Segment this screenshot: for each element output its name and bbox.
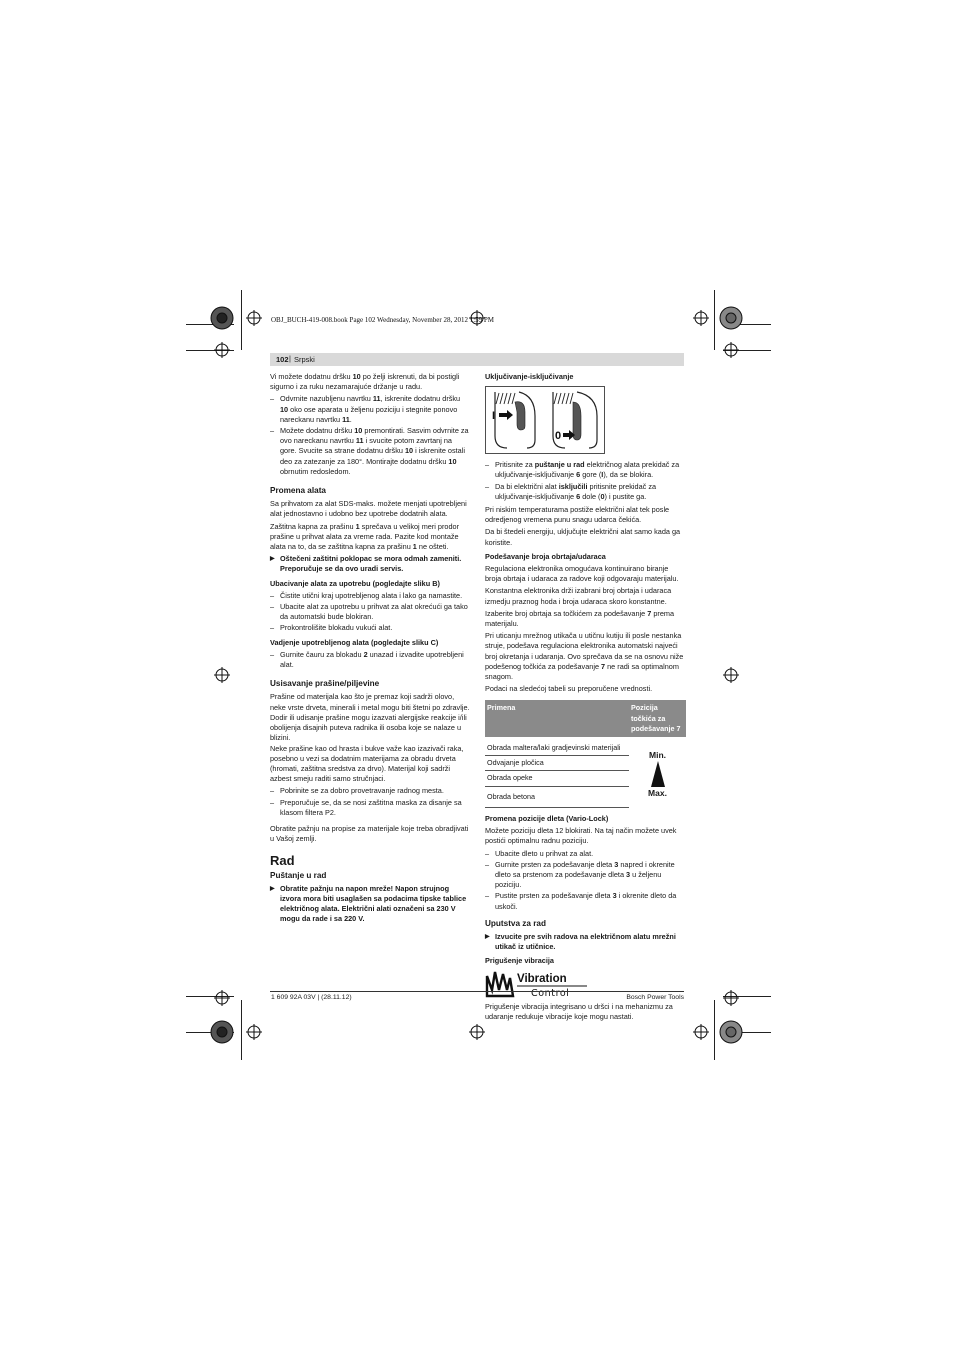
handle-list	[270, 394, 470, 477]
section-heading-rad: Rad	[270, 853, 295, 869]
section-heading-tips: Uputstva za rad	[485, 918, 546, 928]
subheading-speed: Podešavanje broja obrtaja/udaraca	[485, 551, 606, 561]
switch-on-label: I	[492, 410, 496, 423]
list-item: – Možete dodatnu dršku 10 premontirati. Sasvim odvrnite za ovo nareckanu navrtku 11 i svucite potom zavrtanj na gore. Svucite sa strane dodatnu dršku 10 i iskrenite ostali deo za zatezanje za 180°. Montirajte dodatnu dršku 10 obrnutim redosledom.	[270, 426, 470, 477]
paragraph: Izaberite broj obrtaja sa točkićem za podešavanje 7 prema materijalu.	[485, 608, 675, 629]
paragraph: Pri uticanju mrežnog utikača u utičnu kutiju ili posle nestanka struje, podešava regulaciona elektronika automatski najveći broj okretanja i udaranja. Ovo sprečava da se na osnovu niže podešenog točkića za podešavanje 7 ne radi sa optimalnom snagom.	[485, 631, 684, 682]
switch-trigger-off	[573, 402, 581, 440]
logo-word-vibration: Vibration	[517, 972, 567, 985]
list-item: – Čistite utični kraj upotrebljenog alata i lako ga namastite.	[270, 591, 470, 601]
reg-mark-top-left-dial	[211, 307, 233, 329]
list-item: – Ubacite dleto u prihvat za alat.	[485, 849, 686, 859]
table-cell: Obrada betona	[485, 786, 629, 807]
page-header	[270, 353, 684, 366]
footer-doc-number: 1 609 92A 03V | (28.11.12)	[271, 994, 352, 1001]
max-label: Max.	[648, 788, 667, 799]
settings-table	[485, 700, 686, 807]
list-item: – Prokontrolišite blokadu vukući alat.	[270, 623, 470, 633]
paragraph: Prašine od materijala kao što je premaz koji sadrži olovo, neke vrste drveta, minerali i metal mogu biti štetni po zdravlje. Dodir ili udisanje prašine mogu izazvati alergijske reakcije i/ili obolijenja disajnih puteva radnika ili osoba koje se nalaze u blizini.	[270, 692, 470, 743]
table-header-application: Primena	[485, 700, 629, 737]
table-cell: Odvajanje pločica	[485, 756, 629, 771]
vibration-wave-icon	[487, 972, 513, 996]
table-header-position: Pozicija točkića za podešavanje 7	[629, 700, 686, 737]
paragraph: Možete poziciju dleta 12 blokirati. Na taj način možete uvek postići optimalnu radnu poziciju.	[485, 826, 677, 846]
paragraph: Sa prihvatom za alat SDS-maks. možete menjati upotrebljeni alat jednostavno i udobno bez upotrebe dodatnih alata.	[270, 499, 467, 519]
list-item: – Gurnite čauru za blokadu 2 unazad i izvadite upotrebljeni alat.	[270, 650, 470, 670]
subheading-vario: Promena pozicije dleta (Vario-Lock)	[485, 813, 609, 823]
warning-note: ▶ Izvucite pre svih radova na električnom alatu mrežni utikač iz utičnice.	[485, 932, 686, 952]
paragraph: Da bi štedeli energiju, uključujte električni alat samo kada ga koristite.	[485, 527, 681, 547]
page-number: 102	[276, 355, 289, 364]
min-label: Min.	[649, 750, 666, 761]
table-cell: Obrada opeke	[485, 771, 629, 786]
logo-word-control: Control	[531, 987, 570, 998]
footer-brand: Bosch Power Tools	[626, 994, 684, 1001]
subheading-switch: Uključivanje-isključivanje	[485, 372, 574, 381]
paragraph: Pri niskim temperaturama postiže električni alat tek posle odredjenog vremena punu snagu udarca čekića.	[485, 505, 670, 525]
list-item: – Odvrnite nazubljenu navrtku 11, iskrenite dodatnu dršku 10 oko ose aparata u željenu poziciju i stegnite ponovo nareckanu navrtku 11.	[270, 394, 470, 425]
reg-mark-bottom-left-dial	[211, 1021, 233, 1043]
switch-illustration	[485, 386, 605, 454]
reg-mark-top-right-dial	[720, 307, 742, 329]
switch-off-label: 0	[555, 430, 562, 443]
list-item: – Preporučuje se, da se nosi zaštitna maska za disanje sa klasom filtera P2.	[270, 798, 470, 818]
warning-note: ▶ Obratite pažnju na napon mreže! Napon strujnog izvora mora biti usaglašen sa podacima tipske tablice električnog alata. Električni alati označeni sa 230 V mogu da rade i sa 220 V.	[270, 884, 470, 925]
list-item: – Pritisnite za puštanje u rad električnog alata prekidač za uključivanje-isključivanje 6 gore (I), da se blokira.	[485, 460, 686, 480]
left-column	[270, 372, 470, 927]
warning-note: ▶ Oštečeni zaštitni poklopac se mora odmah zameniti. Preporučuje se da ovo uradi servis.	[270, 554, 470, 574]
paragraph: Obratite pažnju na propise za materijale koje treba obradjivati u Vašoj zemlji.	[270, 823, 469, 844]
min-max-indicator	[629, 741, 686, 807]
section-heading-tool-change: Promena alata	[270, 486, 326, 496]
paragraph: Neke prašine kao od hrasta i bukve važe kao izazivači raka, posebno u vezi sa dodatnim materijama za obradu drveta (hromati, zaštitna sredstva za drvo). Materijal koji sadrži azbest smeju raditi samo stručnjaci.	[270, 743, 464, 784]
paragraph: Podaci na sledećoj tabeli su preporučene vrednosti.	[485, 684, 653, 694]
list-item: – Ubacite alat za upotrebu u prihvat za alat okrećući ga tako da automatski bude blokiran.	[270, 602, 470, 622]
header-language: Srpski	[294, 355, 315, 364]
intro-paragraph: Vi možete dodatnu dršku 10 po želji iskrenuti, da bi postigli sigurno i za ruku nezamarajuće držanje u radu.	[270, 372, 460, 392]
paragraph: Zaštitna kapna za prašinu 1 sprečava u velikoj meri prodor prašine u prihvat alata za vreme rada. Pazite kod montaže alata na to, da se zaštitna kapna za prašinu 1 ne ošteti.	[270, 521, 460, 552]
section-heading-dust: Usisavanje prašine/piljevine	[270, 679, 380, 689]
subheading-insert: Ubacivanje alata za upotrebu (pogledajte sliku B)	[270, 578, 440, 588]
paragraph: Konstantna elektronika drži izabrani broj obrtaja i udaraca izmedju praznog hoda i broja udaraca skoro konstantne.	[485, 586, 672, 606]
increase-triangle-icon	[651, 761, 665, 787]
table-cell: Obrada maltera/laki gradjevinski materijali	[485, 741, 629, 756]
subheading-remove: Vadjenje upotrebljenog alata (pogledajte sliku C)	[270, 637, 439, 647]
header-separator: |	[289, 354, 291, 363]
footer-rule	[270, 991, 684, 992]
subheading-vibration: Prigušenje vibracija	[485, 956, 554, 966]
list-item: – Da bi električni alat isključili pritisnite prekidač za uključivanje-isključivanje 6 dole (0) i pustite ga.	[485, 482, 686, 502]
reg-mark-bottom-right-dial	[720, 1021, 742, 1043]
file-info: OBJ_BUCH-419-008.book Page 102 Wednesday, November 28, 2012 1:59 PM	[271, 316, 495, 324]
right-column	[485, 372, 686, 1024]
subheading-start: Puštanje u rad	[270, 870, 327, 880]
paragraph: Prigušenje vibracija integrisano u dršci i na mehanizmu za udaranje redukuje vibracije koje mogu nastati.	[485, 1001, 673, 1021]
list-item: – Pustite prsten za podešavanje dleta 3 i okrenite dleto da uskoči.	[485, 891, 686, 911]
paragraph: Regulaciona elektronika omogućava kontinuirano biranje broja obrtaja i udaraca za radove koji odgovaraju materijalu.	[485, 564, 679, 584]
table-row	[485, 741, 686, 756]
list-item: – Pobrinite se za dobro provetravanje radnog mesta.	[270, 786, 470, 796]
list-item: – Gurnite prsten za podešavanje dleta 3 napred i okrenite dleto sa prstenom za podešavanje dleta 3 u željenu poziciju.	[485, 860, 686, 891]
vibration-control-logo	[485, 970, 589, 998]
